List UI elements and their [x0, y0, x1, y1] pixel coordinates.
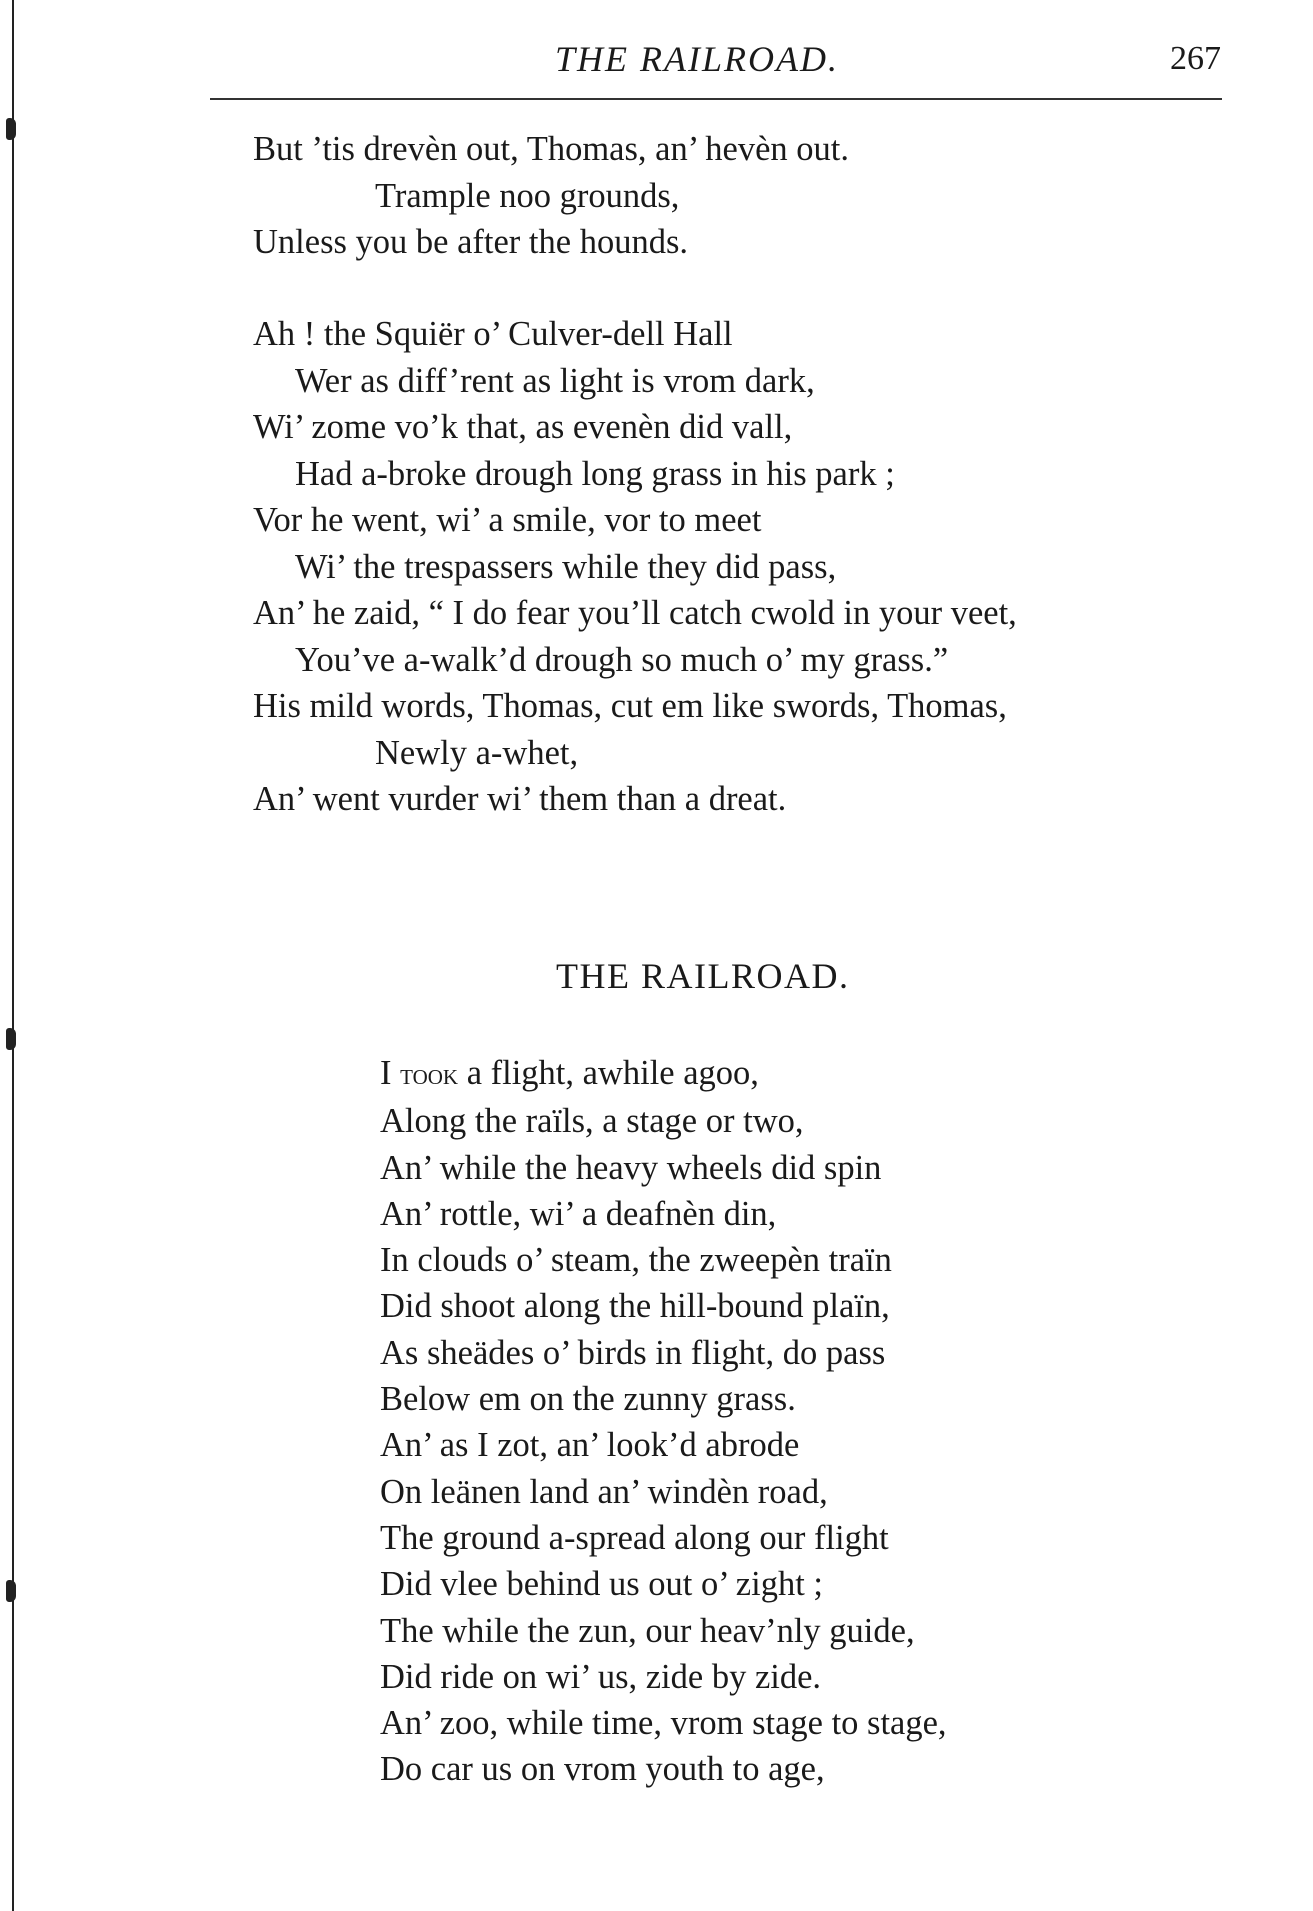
verse-line: The ground a-spread along our flight — [380, 1518, 889, 1557]
verse-line: Did ride on wi’ us, zide by zide. — [380, 1657, 822, 1696]
first-line-rest: a flight, awhile agoo, — [458, 1054, 759, 1092]
verse-line: Wi’ zome vo’k that, as evenèn did vall, — [253, 408, 793, 446]
verse-line: Below em on the zunny grass. — [380, 1380, 796, 1419]
verse-line: Wi’ the trespassers while they did pass, — [295, 547, 837, 586]
verse-line: Along the raïls, a stage or two, — [380, 1102, 804, 1141]
poem-body — [380, 1050, 947, 1793]
verse-line: An’ zoo, while time, vrom stage to stage, — [380, 1704, 947, 1743]
verse-line: Did shoot along the hill-bound plaïn, — [380, 1287, 890, 1326]
binding-mark — [6, 1028, 16, 1050]
verse-line: But ’tis drevèn out, Thomas, an’ hevèn out. — [253, 130, 849, 168]
verse-line: An’ while the heavy wheels did spin — [380, 1148, 882, 1187]
previous-poem-stanza-1 — [253, 126, 849, 266]
verse-line: You’ve a-walk’d drough so much o’ my grass.” — [295, 640, 949, 679]
verse-line: An’ he zaid, “ I do fear you’ll catch cwold in your veet, — [253, 594, 1017, 632]
verse-line: As sheädes o’ birds in flight, do pass — [380, 1333, 886, 1372]
verse-line: In clouds o’ steam, the zweepèn traïn — [380, 1241, 892, 1280]
header-rule — [210, 98, 1222, 100]
verse-line: An’ rottle, wi’ a deafnèn din, — [380, 1194, 777, 1233]
verse-line: An’ went vurder wi’ them than a dreat. — [253, 780, 787, 818]
verse-line: Do car us on vrom youth to age, — [380, 1750, 825, 1789]
verse-line: His mild words, Thomas, cut em like swords, Thomas, — [253, 687, 1007, 725]
verse-line: The while the zun, our heav’nly guide, — [380, 1611, 915, 1650]
verse-line: Trample noo grounds, — [375, 176, 680, 215]
verse-line: Newly a-whet, — [375, 733, 579, 772]
verse-line: On leänen land an’ windèn road, — [380, 1472, 828, 1511]
previous-poem-stanza-2 — [253, 311, 1017, 823]
verse-line-first — [380, 1050, 947, 1098]
binding-edge — [12, 0, 14, 1911]
poem-title: THE RAILROAD. — [556, 956, 850, 996]
verse-line: Did vlee behind us out o’ zight ; — [380, 1565, 823, 1604]
first-word-small-caps: took — [400, 1058, 459, 1091]
verse-line: Wer as diff’rent as light is vrom dark, — [295, 361, 815, 400]
page-number: 267 — [1170, 40, 1221, 77]
running-title: THE RAILROAD. — [555, 39, 839, 79]
verse-line: An’ as I zot, an’ look’d abrode — [380, 1426, 800, 1465]
verse-line: Had a-broke drough long grass in his park ; — [295, 454, 895, 493]
verse-line: Vor he went, wi’ a smile, vor to meet — [253, 501, 762, 539]
binding-mark — [6, 118, 16, 140]
verse-line: Ah ! the Squiër o’ Culver-dell Hall — [253, 315, 733, 353]
verse-line: Unless you be after the hounds. — [253, 223, 688, 261]
binding-mark — [6, 1580, 16, 1602]
first-word: I — [380, 1054, 401, 1092]
